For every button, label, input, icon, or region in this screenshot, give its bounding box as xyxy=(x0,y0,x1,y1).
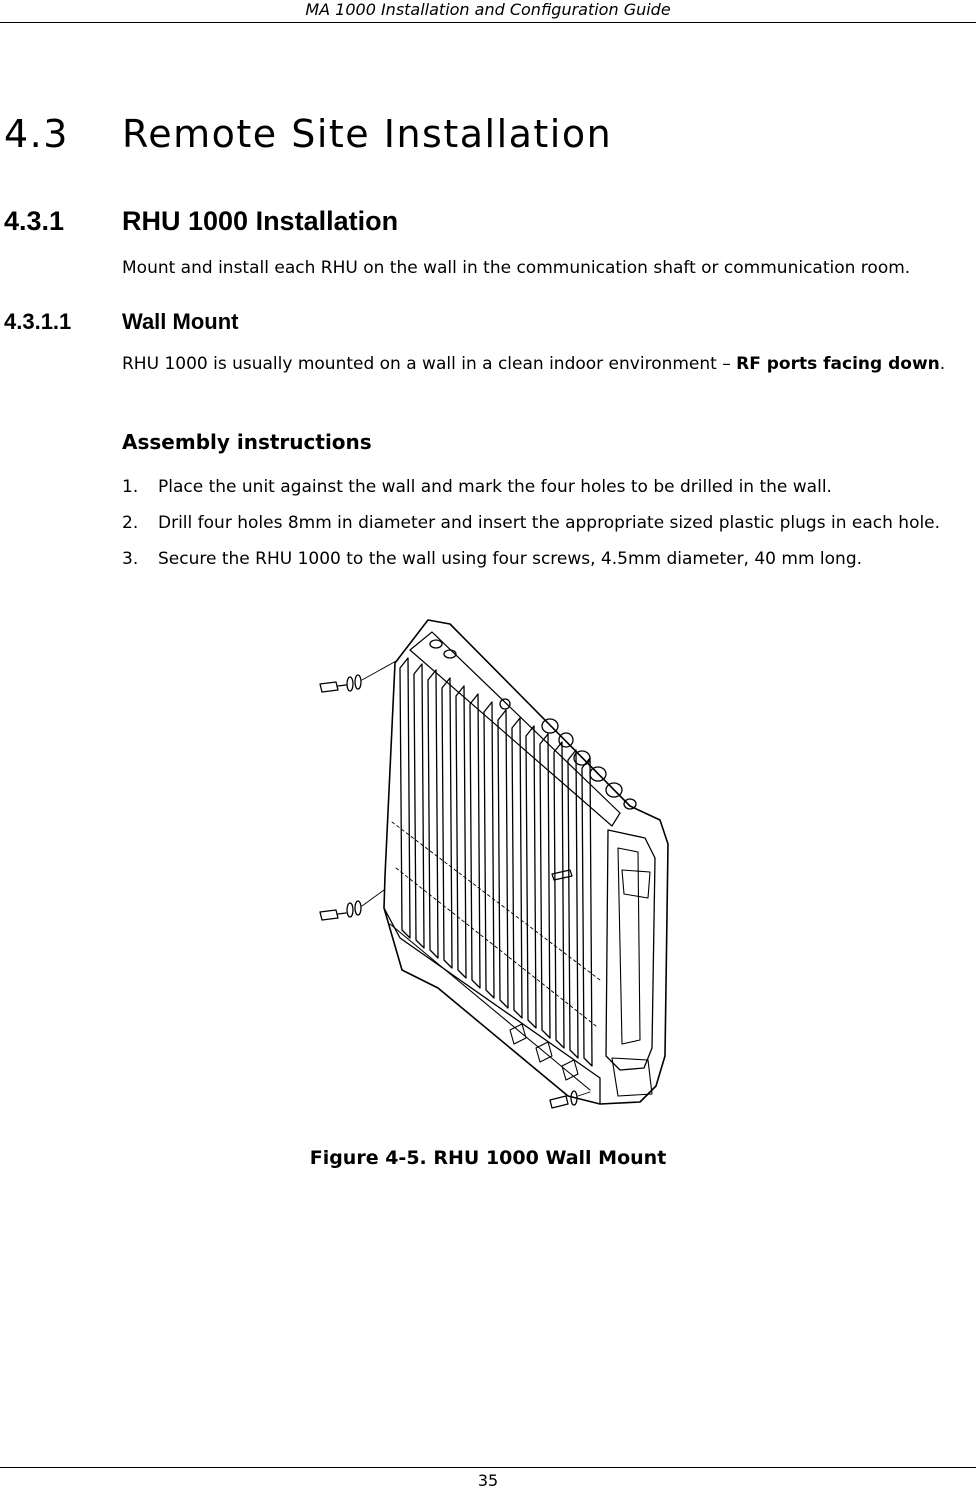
footer-rule xyxy=(0,1467,976,1468)
assembly-steps xyxy=(122,475,962,583)
step-number: 3. xyxy=(122,549,139,569)
side-handle xyxy=(622,870,650,898)
mounting-screw-top xyxy=(320,660,398,692)
subsection-number: 4.3.1 xyxy=(4,206,65,236)
rhu-unit-drawing xyxy=(300,608,680,1120)
enclosure-top-ridge xyxy=(410,632,620,826)
wall-mount-paragraph xyxy=(122,351,972,377)
step-number: 1. xyxy=(122,477,139,497)
side-panel-inner xyxy=(618,848,640,1044)
fin-crease-line-lower xyxy=(396,868,596,1026)
figure-caption: Figure 4-5. RHU 1000 Wall Mount xyxy=(309,1147,667,1169)
wall-mount-emphasis: RF ports facing down xyxy=(736,354,940,374)
subsubsection-title: Wall Mount xyxy=(122,309,239,334)
step-text: Drill four holes 8mm in diameter and insert the appropriate sized plastic plugs in each hole. xyxy=(158,513,941,533)
rf-connectors xyxy=(430,640,636,809)
assembly-heading: Assembly instructions xyxy=(122,430,372,454)
base-flange xyxy=(390,924,590,1090)
wall-mount-suffix: . xyxy=(939,354,946,374)
section-number: 4.3 xyxy=(4,112,69,156)
subsubsection-heading xyxy=(4,309,239,335)
subsection-intro: Mount and install each RHU on the wall in the communication shaft or communication room. xyxy=(122,258,911,278)
subsection-heading xyxy=(4,206,398,237)
assembly-step xyxy=(122,511,962,535)
page-number: 35 xyxy=(477,1471,499,1490)
step-number: 2. xyxy=(122,513,139,533)
subsubsection-number: 4.3.1.1 xyxy=(4,309,72,334)
wall-mount-text: RHU 1000 is usually mounted on a wall in a clean indoor environment – xyxy=(122,354,737,374)
step-text: Place the unit against the wall and mark the four holes to be drilled in the wall. xyxy=(158,477,832,497)
section-title: Remote Site Installation xyxy=(122,112,613,156)
subsection-title: RHU 1000 Installation xyxy=(122,206,399,236)
running-header-title: MA 1000 Installation and Configuration Guide xyxy=(305,0,671,19)
enclosure-outline xyxy=(384,620,668,1104)
section-heading xyxy=(4,112,612,156)
step-text: Secure the RHU 1000 to the wall using four screws, 4.5mm diameter, 40 mm long. xyxy=(158,549,863,569)
side-panel xyxy=(606,830,655,1070)
rhu-wall-mount-figure xyxy=(300,608,680,1120)
mounting-screw-bottom xyxy=(320,890,384,920)
running-header xyxy=(0,0,976,23)
assembly-step xyxy=(122,475,962,499)
assembly-step xyxy=(122,547,962,571)
